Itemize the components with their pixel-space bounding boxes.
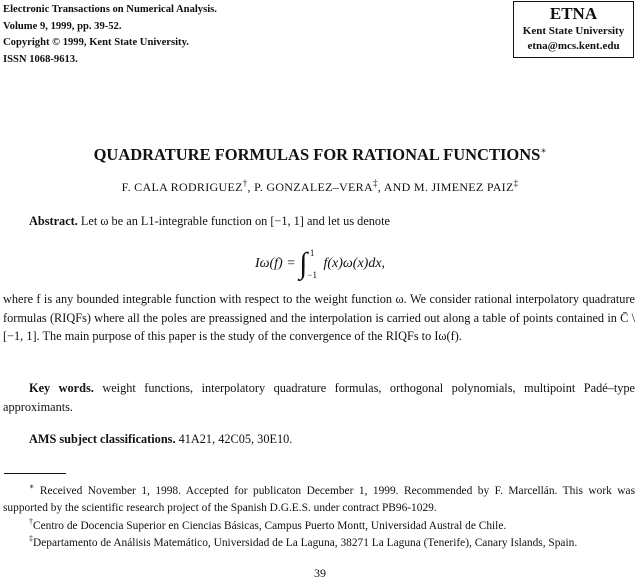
- paper-title-line: [0, 145, 640, 165]
- formula-lhs: Iω(f) =: [254, 256, 296, 272]
- etna-title: ETNA: [549, 4, 598, 23]
- formula-upper-limit: 1: [309, 248, 315, 258]
- etna-email: etna@mcs.kent.edu: [527, 40, 620, 52]
- footnote-2-text: Centro de Docencia Superior en Ciencias Básicas, Campus Puerto Montt, Universidad Austral de Chile.: [33, 519, 507, 532]
- author-2: , P. GONZALEZ–VERA: [247, 180, 373, 194]
- title-footnote-mark: ∗: [540, 145, 547, 156]
- author-3: , AND M. JIMENEZ PAIZ: [377, 180, 514, 194]
- etna-box: [513, 1, 634, 58]
- footnote-3-text: Departamento de Análisis Matemático, Universidad de La Laguna, 38271 La Laguna (Tenerife), Canary Islands, Spain.: [33, 536, 578, 549]
- abstract-intro-text: Let ω be an L1-integrable function on [−1, 1] and let us denote: [80, 214, 390, 228]
- ams-text: 41A21, 42C05, 30E10.: [178, 432, 293, 446]
- abstract-label: Abstract.: [29, 214, 78, 228]
- journal-volume: Volume 9, 1999, pp. 39-52.: [3, 20, 122, 32]
- footnote-2-mark: †: [29, 517, 33, 526]
- formula-body: f(x)ω(x)dx,: [323, 256, 386, 272]
- footnote-1-mark: ∗: [29, 482, 35, 491]
- footnote-rule: [4, 473, 66, 474]
- keywords-text: weight functions, interpolatory quadrature formulas, orthogonal polynomials, multipoint Padé–type approximants.: [3, 381, 635, 414]
- ams-classifications: [3, 430, 635, 449]
- integral-sign: ∫: [299, 247, 308, 280]
- journal-issn: ISSN 1068-9613.: [3, 54, 78, 66]
- keywords: [3, 379, 635, 416]
- author-3-mark: ‡: [513, 178, 519, 188]
- journal-name: Electronic Transactions on Numerical Analysis.: [3, 4, 217, 15]
- footnote-1: [3, 478, 635, 518]
- integral-formula: [0, 242, 640, 286]
- footnote-3: [3, 530, 635, 552]
- journal-copyright: Copyright © 1999, Kent State University.: [3, 37, 189, 49]
- author-1: F. CALA RODRIGUEZ: [121, 180, 243, 194]
- abstract-body: where f is any bounded integrable function with respect to the weight function ω. We consider rational interpolatory quadrature formulas (RIQFs) where all the poles are preassigned and the interpolation is carried out along a table of points contained in C̄ \ [−1, 1]. The main purpose of this paper is the study of the convergence of the RIQFs to Iω(f).: [3, 292, 635, 344]
- authors-line: [0, 178, 640, 195]
- author-2-mark: ‡: [372, 178, 378, 188]
- footnote-1-text: Received November 1, 1998. Accepted for publicaton December 1, 1999. Recommended by F. Marcellán. This work was supported by the scientific research project of the Spanish D.G.E.S. under contract PB96-1029.: [3, 484, 635, 515]
- author-1-mark: †: [242, 178, 248, 188]
- formula-lower-limit: −1: [307, 270, 317, 280]
- page-number: 39: [314, 566, 326, 580]
- footnote-3-mark: ‡: [29, 534, 33, 543]
- keywords-label: Key words.: [29, 381, 94, 395]
- abstract-intro: [3, 212, 635, 231]
- journal-header: [3, 2, 217, 69]
- ams-label: AMS subject classifications.: [29, 432, 176, 446]
- etna-institution: Kent State University: [522, 25, 625, 37]
- paper-title: QUADRATURE FORMULAS FOR RATIONAL FUNCTIONS: [93, 145, 541, 164]
